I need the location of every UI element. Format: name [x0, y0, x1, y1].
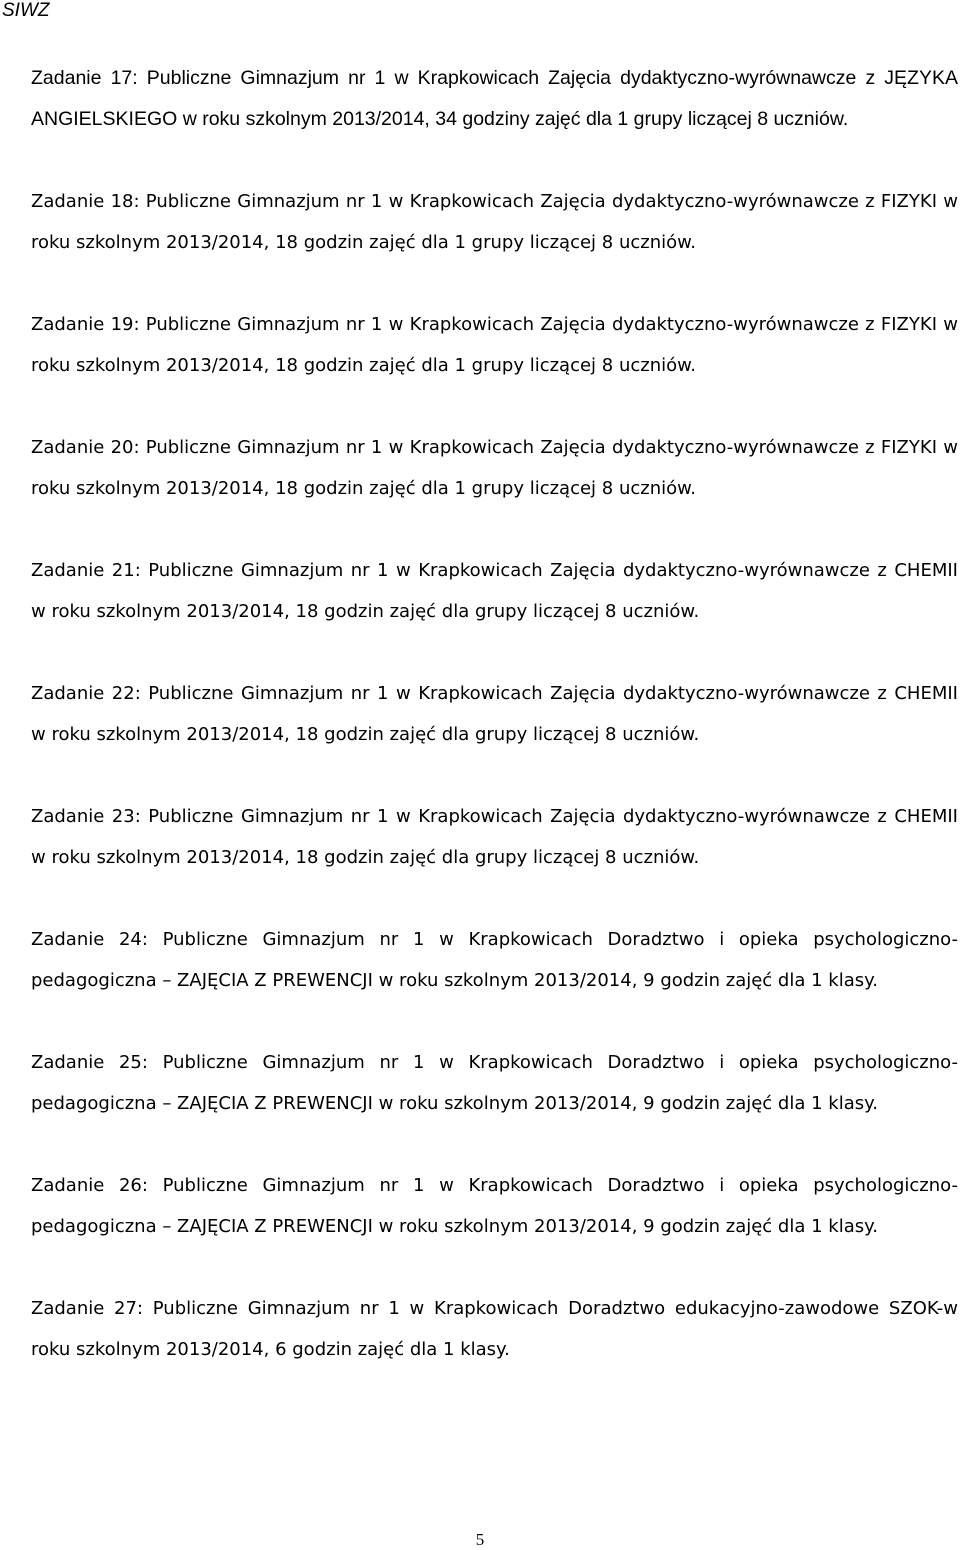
task-22-paragraph: Zadanie 22: Publiczne Gimnazjum nr 1 w Krapkowicach Zajęcia dydaktyczno-wyrównawcze z CHEMII w roku szkolnym 2013/2014, 18 godzin zajęć dla grupy liczącej 8 uczniów. — [31, 683, 958, 745]
task-26-paragraph: Zadanie 26: Publiczne Gimnazjum nr 1 w Krapkowicach Doradztwo i opieka psychologiczno-pedagogiczna – ZAJĘCIA Z PREWENCJI w roku szkolnym 2013/2014, 9 godzin zajęć dla 1 klasy. — [31, 1175, 958, 1237]
task-18-paragraph: Zadanie 18: Publiczne Gimnazjum nr 1 w Krapkowicach Zajęcia dydaktyczno-wyrównawcze z FIZYKI w roku szkolnym 2013/2014, 18 godzin zajęć dla 1 grupy liczącej 8 uczniów. — [31, 191, 958, 253]
task-23-paragraph: Zadanie 23: Publiczne Gimnazjum nr 1 w Krapkowicach Zajęcia dydaktyczno-wyrównawcze z CHEMII w roku szkolnym 2013/2014, 18 godzin zajęć dla grupy liczącej 8 uczniów. — [31, 806, 958, 868]
task-20-paragraph: Zadanie 20: Publiczne Gimnazjum nr 1 w Krapkowicach Zajęcia dydaktyczno-wyrównawcze z FIZYKI w roku szkolnym 2013/2014, 18 godzin zajęć dla 1 grupy liczącej 8 uczniów. — [31, 437, 958, 499]
task-19-paragraph: Zadanie 19: Publiczne Gimnazjum nr 1 w Krapkowicach Zajęcia dydaktyczno-wyrównawcze z FIZYKI w roku szkolnym 2013/2014, 18 godzin zajęć dla 1 grupy liczącej 8 uczniów. — [31, 314, 958, 376]
page-number: 5 — [475, 1530, 485, 1549]
task-21-paragraph: Zadanie 21: Publiczne Gimnazjum nr 1 w Krapkowicach Zajęcia dydaktyczno-wyrównawcze z CHEMII w roku szkolnym 2013/2014, 18 godzin zajęć dla grupy liczącej 8 uczniów. — [31, 560, 958, 622]
task-27-paragraph: Zadanie 27: Publiczne Gimnazjum nr 1 w Krapkowicach Doradztwo edukacyjno-zawodowe SZOK-w roku szkolnym 2013/2014, 6 godzin zajęć dla 1 klasy. — [31, 1298, 958, 1360]
document-header-label: SIWZ — [2, 0, 50, 21]
task-17-paragraph: Zadanie 17: Publiczne Gimnazjum nr 1 w Krapkowicach Zajęcia dydaktyczno-wyrównawcze z JĘZYKA ANGIELSKIEGO w roku szkolnym 2013/2014, 34 godziny zajęć dla 1 grupy liczącej 8 uczniów. — [31, 67, 958, 130]
task-list — [31, 58, 958, 1370]
task-25-paragraph: Zadanie 25: Publiczne Gimnazjum nr 1 w Krapkowicach Doradztwo i opieka psychologiczno-pedagogiczna – ZAJĘCIA Z PREWENCJI w roku szkolnym 2013/2014, 9 godzin zajęć dla 1 klasy. — [31, 1052, 958, 1114]
task-24-paragraph: Zadanie 24: Publiczne Gimnazjum nr 1 w Krapkowicach Doradztwo i opieka psychologiczno-pedagogiczna – ZAJĘCIA Z PREWENCJI w roku szkolnym 2013/2014, 9 godzin zajęć dla 1 klasy. — [31, 929, 958, 991]
